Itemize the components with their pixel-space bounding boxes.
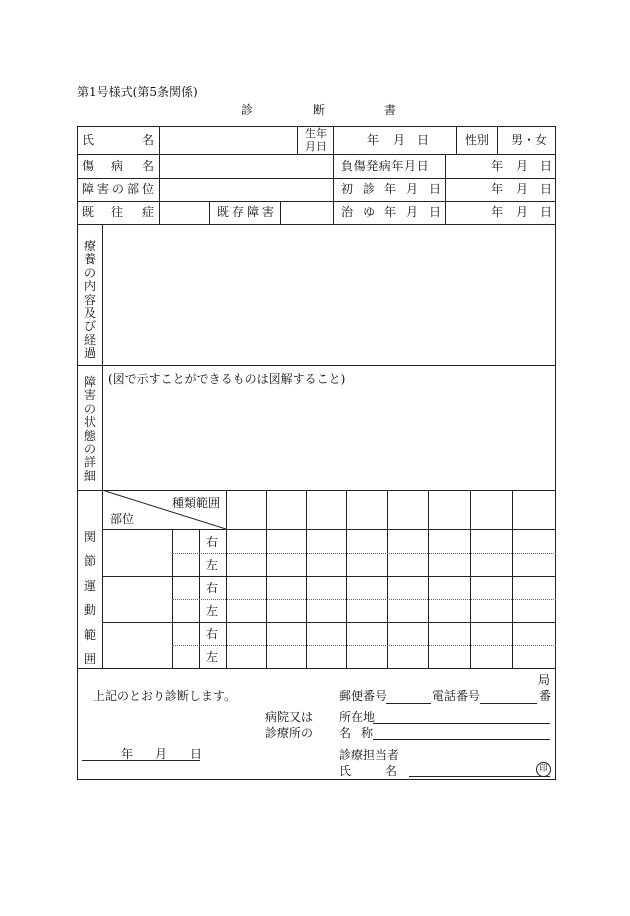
doctor-name-label-2: 名 xyxy=(385,764,398,778)
first-visit-label-1: 初 xyxy=(341,182,354,196)
rom-col-line xyxy=(346,490,347,668)
first-visit-label-4: 月 xyxy=(406,182,419,196)
certify-text: 上記のとおり診断します。 xyxy=(93,689,237,703)
cure-month: 月 xyxy=(516,205,529,219)
rom-header-type: 種類範囲 xyxy=(172,496,221,510)
row-line xyxy=(77,365,556,366)
cure-label-1: 治 xyxy=(341,205,354,219)
rom-side-right-2: 右 xyxy=(206,581,219,595)
history-label-3: 症 xyxy=(142,205,155,219)
rom-col-line xyxy=(470,490,471,668)
postal-label: 郵便番号 xyxy=(339,689,388,703)
rom-col-line xyxy=(266,490,267,668)
rom-side-left-3: 左 xyxy=(206,650,219,664)
rom-side-left-1: 左 xyxy=(206,558,219,572)
page-title-char-3: 書 xyxy=(384,103,397,117)
first-visit-label-5: 日 xyxy=(429,182,442,196)
onset-day: 日 xyxy=(540,159,553,173)
row-line xyxy=(77,668,556,669)
phone-underline xyxy=(480,703,537,704)
medical-history-field[interactable] xyxy=(160,202,208,223)
birth-month-label: 月 xyxy=(393,133,406,147)
onset-year: 年 xyxy=(491,159,504,173)
page-title-char-2: 断 xyxy=(313,103,326,117)
address-underline[interactable] xyxy=(373,723,550,724)
birth-day-label: 日 xyxy=(417,133,430,147)
first-visit-label-3: 年 xyxy=(384,182,397,196)
doctor-name-label-1: 氏 xyxy=(339,764,352,778)
rom-col-line xyxy=(428,490,429,668)
onset-month: 月 xyxy=(516,159,529,173)
first-visit-day: 日 xyxy=(540,182,553,196)
col-line xyxy=(333,126,334,224)
condition-label: 障害の状態の詳細 xyxy=(83,375,96,483)
hospital-label-2: 診療所の xyxy=(265,726,314,740)
birth-year-label: 年 xyxy=(367,133,380,147)
sex-label: 性別 xyxy=(465,133,490,147)
row-line xyxy=(77,224,556,225)
col-line xyxy=(497,126,498,154)
cure-label-5: 日 xyxy=(429,205,442,219)
condition-note: (図で示すことができるものは図解すること) xyxy=(108,372,346,386)
rom-label: 関節運動範囲 xyxy=(83,530,96,667)
first-visit-year: 年 xyxy=(491,182,504,196)
cure-label-2: ゆ xyxy=(363,205,376,219)
treatment-label: 療養の内容及び経過 xyxy=(83,239,96,361)
injury-label-3: 名 xyxy=(142,159,155,173)
cure-day: 日 xyxy=(540,205,553,219)
rom-col-line xyxy=(387,490,388,668)
date-underline[interactable] xyxy=(82,760,200,761)
rom-col-line xyxy=(226,490,227,668)
doctor-name-underline[interactable] xyxy=(409,776,550,777)
rom-side-right-3: 右 xyxy=(206,627,219,641)
treatment-field[interactable] xyxy=(104,226,554,364)
ban-label: 番 xyxy=(539,689,552,703)
rom-dotted-line xyxy=(172,553,556,554)
first-visit-month: 月 xyxy=(516,182,529,196)
bureau-label: 局 xyxy=(538,673,551,687)
cure-label-3: 年 xyxy=(384,205,397,219)
col-line xyxy=(297,126,298,154)
existing-disability-field[interactable] xyxy=(281,202,332,223)
label-column-line xyxy=(102,224,103,668)
doctor-label: 診療担当者 xyxy=(339,748,400,762)
condition-field[interactable] xyxy=(104,390,554,488)
date-year: 年 xyxy=(121,747,134,761)
onset-date-label: 負傷発病年月日 xyxy=(341,159,430,173)
rom-col-line xyxy=(512,490,513,668)
hospital-label-1: 病院又は xyxy=(265,710,314,724)
rom-side-left-2: 左 xyxy=(206,604,219,618)
date-month: 月 xyxy=(155,747,168,761)
history-label-2: 往 xyxy=(111,205,124,219)
birth-label-2: 月日 xyxy=(305,140,327,153)
rom-dotted-line xyxy=(172,645,556,646)
postal-underline xyxy=(386,703,431,704)
patient-name-field[interactable] xyxy=(160,127,296,153)
col-line xyxy=(456,126,457,154)
rom-header-part: 部位 xyxy=(110,512,135,526)
form-number: 第1号様式(第5条関係) xyxy=(77,85,198,99)
rom-group-line xyxy=(102,576,556,577)
name-label-2: 名 xyxy=(142,133,155,147)
facility-name-underline[interactable] xyxy=(373,739,550,740)
first-visit-label-2: 診 xyxy=(363,182,376,196)
rom-side-right-1: 右 xyxy=(206,535,219,549)
injury-label-1: 傷 xyxy=(82,159,95,173)
address-label: 所在地 xyxy=(339,710,376,724)
seal-icon: 印 xyxy=(536,762,551,777)
col-line xyxy=(209,201,210,224)
cure-year: 年 xyxy=(491,205,504,219)
name-label-1: 氏 xyxy=(82,133,95,147)
phone-label: 電話番号 xyxy=(432,689,481,703)
rom-group-line xyxy=(102,622,556,623)
rom-dotted-line xyxy=(172,599,556,600)
existing-disability-label: 既存障害 xyxy=(217,205,278,219)
birth-label-1: 生年 xyxy=(305,127,327,140)
disability-part-label: 障害の部位 xyxy=(82,182,158,196)
injury-name-field[interactable] xyxy=(160,155,332,177)
cure-label-4: 月 xyxy=(406,205,419,219)
rom-col-line xyxy=(306,490,307,668)
page-title-char-1: 診 xyxy=(241,103,254,117)
col-line xyxy=(445,154,446,224)
disability-part-field[interactable] xyxy=(160,179,332,200)
history-label-1: 既 xyxy=(82,205,95,219)
date-day: 日 xyxy=(190,747,203,761)
facility-name-label-1: 名 xyxy=(339,726,352,740)
injury-label-2: 病 xyxy=(111,159,124,173)
sex-value[interactable]: 男・女 xyxy=(511,133,548,147)
facility-name-label-2: 称 xyxy=(361,726,374,740)
